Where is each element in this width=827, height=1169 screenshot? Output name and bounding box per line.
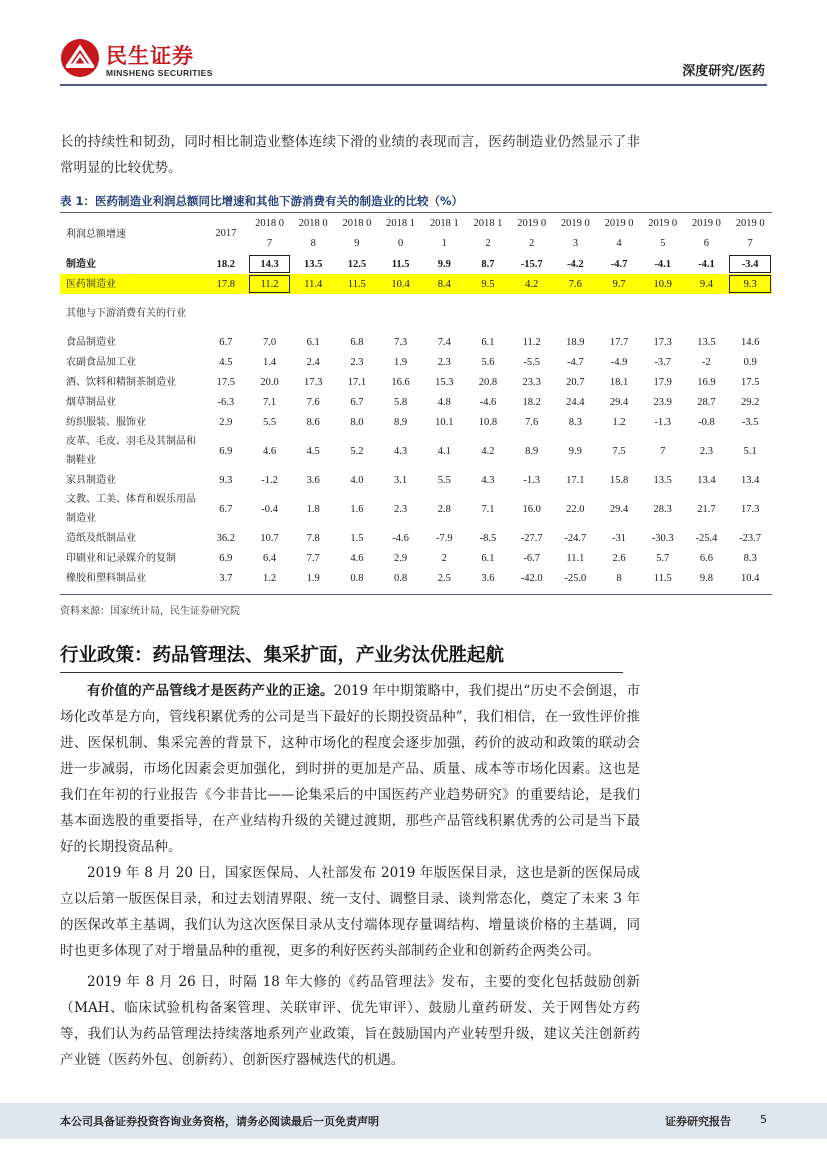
table-cell: 16.9 bbox=[697, 376, 716, 388]
table-cell: 36.2 bbox=[216, 532, 236, 544]
table-cell: 2.4 bbox=[306, 356, 320, 368]
table-row bbox=[60, 470, 772, 490]
table-cell: 23.3 bbox=[522, 376, 541, 388]
table-cell: -25.0 bbox=[564, 572, 587, 584]
table-cell: 1.8 bbox=[306, 503, 320, 515]
table-cell: 17.9 bbox=[653, 376, 672, 388]
table-cell: 5.8 bbox=[394, 396, 408, 408]
table-cell: -31 bbox=[612, 532, 627, 544]
table-row bbox=[60, 412, 772, 432]
table-cell: 10.1 bbox=[435, 416, 454, 428]
table-cell: -8.5 bbox=[479, 532, 497, 544]
table-cell: -4.6 bbox=[392, 532, 409, 544]
table-cell: -0.8 bbox=[698, 416, 715, 428]
table-cell: 20.0 bbox=[260, 376, 279, 388]
table-cell: 9.4 bbox=[685, 274, 729, 294]
table-cell: 16.0 bbox=[522, 503, 541, 515]
table-cell: 17.3 bbox=[653, 336, 672, 348]
table-cell: 0.8 bbox=[350, 572, 364, 584]
table-cell: 18.9 bbox=[566, 336, 585, 348]
table-cell: -25.4 bbox=[695, 532, 718, 544]
table-cell: 7.1 bbox=[262, 396, 277, 408]
table-cell: -3.7 bbox=[654, 356, 672, 368]
table-cell: 13.5 bbox=[304, 258, 323, 270]
table-cell: 29.2 bbox=[740, 396, 760, 408]
table-cell: 18.2 bbox=[522, 396, 541, 408]
table-cell: -2 bbox=[702, 356, 711, 368]
table-column-header: 2019 07 bbox=[735, 218, 765, 249]
table-cell: 11.5 bbox=[653, 572, 672, 584]
table-cell: 5.5 bbox=[437, 474, 451, 486]
table-cell: 1.5 bbox=[350, 532, 364, 544]
table-row bbox=[60, 254, 772, 274]
table-cell: 3.1 bbox=[394, 474, 408, 486]
table-cell: 7.6 bbox=[554, 274, 598, 294]
table-cell: 8 bbox=[616, 572, 622, 584]
table-column-header: 2019 05 bbox=[648, 218, 678, 249]
table-cell: 29.4 bbox=[609, 396, 629, 408]
table-cell: 1.2 bbox=[262, 572, 277, 584]
table-cell: 8.3 bbox=[743, 552, 757, 564]
table-cell: 17.3 bbox=[304, 376, 323, 388]
table-cell: 22.0 bbox=[566, 503, 585, 515]
logo-chinese-name: 民生证券 bbox=[106, 44, 194, 68]
table-cell: 4.5 bbox=[306, 445, 320, 457]
table-row bbox=[60, 332, 772, 352]
table-cell: 13.4 bbox=[740, 474, 760, 486]
table-cell: 4.3 bbox=[394, 445, 408, 457]
table-cell: 4.8 bbox=[437, 396, 451, 408]
table-cell: -4.2 bbox=[567, 258, 584, 270]
table-cell: -27.7 bbox=[520, 532, 543, 544]
table-cell: -0.4 bbox=[261, 503, 278, 515]
table-cell: 4.5 bbox=[219, 356, 233, 368]
footer-disclaimer: 本公司具备证券投资咨询业务资格，请务必阅读最后一页免责声明 bbox=[60, 1115, 379, 1128]
table-cell: 13.4 bbox=[697, 474, 716, 486]
table-cell: 6.6 bbox=[699, 552, 713, 564]
table-cell: 10.7 bbox=[260, 532, 279, 544]
logo-english-name: MINSHENG SECURITIES bbox=[106, 68, 213, 78]
table-cell: -23.7 bbox=[739, 532, 762, 544]
row-label: 皮革、毛皮、羽毛及其制品和制鞋业 bbox=[66, 436, 196, 466]
table-cell: 5.6 bbox=[481, 356, 495, 368]
paragraph-1 bbox=[60, 678, 640, 860]
table-cell: 29.4 bbox=[609, 503, 629, 515]
table-cell: 17.8 bbox=[204, 274, 248, 294]
paragraph-3: 2019 年 8 月 26 日，时隔 18 年大修的《药品管理法》发布，主要的变化包括鼓励创新（MAH、临床试验机构备案管理、关联审评、优先审评）、鼓励儿童药研发、关于网售处方药等，我们认为药品管理法持续落地系列产业政策，旨在鼓励国内产业转型升级，建议关注创新药产业链（医药外包、创新药）、创新医疗器械迭代的机遇。 bbox=[60, 974, 640, 1068]
table-cell: 2.9 bbox=[394, 552, 408, 564]
table-cell: -4.9 bbox=[610, 356, 628, 368]
table-cell: 10.9 bbox=[641, 274, 685, 294]
table-cell: -24.7 bbox=[564, 532, 587, 544]
table-cell: 7.4 bbox=[437, 336, 451, 348]
table-cell: 28.3 bbox=[653, 503, 672, 515]
table-cell: 13.5 bbox=[697, 336, 716, 348]
table-top-rule bbox=[60, 212, 772, 213]
row-label: 制造业 bbox=[66, 258, 96, 270]
table-row bbox=[60, 274, 772, 294]
table-cell: 9.8 bbox=[699, 572, 713, 584]
table-cell: 17.5 bbox=[740, 376, 760, 388]
table-group-row bbox=[60, 294, 772, 332]
table-cell: 6.7 bbox=[219, 336, 233, 348]
paragraph-1-body: 2019 年中期策略中，我们提出“历史不会倒退，市场化改革是方向，管线积累优秀的公司是当下最好的长期投资品种”，我们相信，在一致性评价推进、医保机制、集采完善的背景下，这种市场化的程度会逐步加强，药价的波动和政策的联动会进一步减弱，市场化因素会更加强化，到时拼的更加是产品、质量、成本等市场化因素。这也是我们在年初的行业报告《今非昔比——论集采后的中国医药产业趋势研究》的重要结论，是我们基本面选股的重要指导，在产业结构升级的关键过渡期，那些产品管线积累优秀的公司是当下最好的长期投资品种。 bbox=[60, 683, 640, 855]
table-column-header: 2018 08 bbox=[298, 218, 328, 249]
table-cell: 2 bbox=[441, 552, 447, 564]
table-cell: 8.6 bbox=[306, 416, 320, 428]
table-cell: 17.1 bbox=[566, 474, 585, 486]
table-cell: 2.3 bbox=[394, 503, 408, 515]
table-cell: 11.2 bbox=[248, 274, 292, 294]
table-cell: 6.8 bbox=[350, 336, 364, 348]
table-cell: -30.3 bbox=[651, 532, 674, 544]
paragraph-1-lead: 有价值的产品管线才是医药产业的正途。 bbox=[87, 683, 334, 699]
table-cell: 2.3 bbox=[699, 445, 713, 457]
table-cell: 15.3 bbox=[435, 376, 454, 388]
row-label: 食品制造业 bbox=[66, 336, 116, 348]
table-cell: 24.4 bbox=[566, 396, 585, 408]
table-row bbox=[60, 528, 772, 548]
table-cell: 6.1 bbox=[481, 336, 495, 348]
table-cell: 16.6 bbox=[391, 376, 410, 388]
table-cell: 4.3 bbox=[481, 474, 495, 486]
table-cell: 17.1 bbox=[347, 376, 367, 388]
table-column-header: 2019 03 bbox=[560, 218, 590, 249]
group-label: 其他与下游消费有关的行业 bbox=[66, 307, 186, 319]
table-cell: 9.7 bbox=[597, 274, 641, 294]
table-cell: -7.9 bbox=[435, 532, 453, 544]
table-cell: 8.7 bbox=[481, 258, 495, 270]
row-label: 家具制造业 bbox=[66, 474, 116, 486]
table-column-header: 2018 09 bbox=[342, 218, 372, 249]
table-cell: 7.7 bbox=[306, 552, 320, 564]
row-label: 医药制造业 bbox=[60, 274, 204, 294]
table-row bbox=[60, 432, 772, 470]
section-title: 行业政策：药品管理法、集采扩面，产业劣汰优胜起航 bbox=[60, 645, 505, 666]
table-cell: 4.0 bbox=[350, 474, 364, 486]
table-cell: -4.7 bbox=[610, 258, 628, 270]
table-cell: 9.9 bbox=[437, 258, 451, 270]
table-column-header: 2019 04 bbox=[604, 218, 634, 249]
intro-paragraph: 长的持续性和韧劲，同时相比制造业整体连续下滑的业绩的表现而言，医药制造业仍然显示了非常明显的比较优势。 bbox=[60, 134, 640, 176]
table-cell: 11.5 bbox=[335, 274, 379, 294]
table-cell: 4.1 bbox=[437, 445, 451, 457]
table-column-header: 2018 11 bbox=[429, 218, 459, 249]
table-row bbox=[60, 490, 772, 528]
table-cell: 11.2 bbox=[522, 336, 541, 348]
table-row bbox=[60, 548, 772, 568]
table-cell: 9.9 bbox=[568, 445, 582, 457]
table-cell: 17.3 bbox=[740, 503, 760, 515]
table-cell: 1.9 bbox=[394, 356, 408, 368]
table-cell: 4.2 bbox=[481, 445, 495, 457]
table-cell: 3.6 bbox=[481, 572, 495, 584]
table-cell: 2.3 bbox=[437, 356, 451, 368]
table-cell: 17.7 bbox=[609, 336, 629, 348]
table-cell: 9.3 bbox=[728, 274, 772, 294]
table-cell: 10.4 bbox=[379, 274, 423, 294]
section-divider bbox=[60, 672, 623, 673]
table-row bbox=[60, 372, 772, 392]
table-header-label: 利润总额增速 bbox=[66, 228, 126, 240]
row-label: 印刷业和记录媒介的复制 bbox=[66, 552, 176, 564]
table-cell: 5.2 bbox=[350, 445, 364, 457]
table-cell: 2.3 bbox=[350, 356, 364, 368]
table-cell: 12.5 bbox=[347, 258, 367, 270]
table-cell: 7.1 bbox=[481, 503, 495, 515]
table-cell: -15.7 bbox=[520, 258, 543, 270]
table-cell: 2.5 bbox=[437, 572, 451, 584]
table-source: 资料来源：国家统计局，民生证券研究院 bbox=[60, 606, 240, 617]
table-cell: -1.3 bbox=[523, 474, 540, 486]
table-cell: 7.5 bbox=[612, 445, 626, 457]
table-cell: -4.6 bbox=[479, 396, 497, 408]
report-category: 深度研究/医药 bbox=[682, 64, 765, 79]
footer-doc-type: 证券研究报告 bbox=[665, 1115, 731, 1128]
table-row bbox=[60, 568, 772, 588]
table-cell: 14.6 bbox=[740, 336, 760, 348]
table-cell: 2.6 bbox=[612, 552, 626, 564]
table-cell: -3.4 bbox=[728, 254, 772, 274]
group-filler bbox=[204, 294, 772, 332]
table-cell: 1.4 bbox=[262, 356, 277, 368]
table-cell: 23.9 bbox=[653, 396, 672, 408]
table-cell: 6.7 bbox=[219, 503, 233, 515]
table-column-header: 2018 10 bbox=[386, 218, 416, 249]
table-cell: 15.8 bbox=[609, 474, 629, 486]
table-cell: 20.8 bbox=[478, 376, 498, 388]
table-cell: 8.9 bbox=[525, 445, 539, 457]
table-cell: 7.3 bbox=[394, 336, 408, 348]
table-cell: 8.0 bbox=[350, 416, 364, 428]
table-column-header: 2019 06 bbox=[691, 218, 721, 249]
table-cell: -3.5 bbox=[741, 416, 759, 428]
table-cell: 10.8 bbox=[478, 416, 498, 428]
table-row bbox=[60, 352, 772, 372]
table-cell: -6.7 bbox=[523, 552, 540, 564]
table-cell: 11.4 bbox=[291, 274, 335, 294]
table-cell: 11.1 bbox=[566, 552, 585, 564]
table-cell: 6.4 bbox=[262, 552, 277, 564]
table-header-row bbox=[60, 214, 772, 254]
table-cell: 4.2 bbox=[510, 274, 554, 294]
table-cell: 6.1 bbox=[481, 552, 495, 564]
table-cell: 7.0 bbox=[262, 336, 277, 348]
table-cell: 5.1 bbox=[743, 445, 757, 457]
table-cell: 0.9 bbox=[743, 356, 757, 368]
table-cell: 2.8 bbox=[437, 503, 451, 515]
table-cell: 21.7 bbox=[697, 503, 716, 515]
company-logo bbox=[60, 38, 213, 82]
table-cell: -1.2 bbox=[261, 474, 278, 486]
table-cell: 4.6 bbox=[262, 445, 277, 457]
row-label: 烟草制品业 bbox=[66, 396, 116, 408]
table-bottom-rule bbox=[60, 594, 772, 595]
table-cell: 10.4 bbox=[740, 572, 760, 584]
table-cell: 6.9 bbox=[219, 552, 233, 564]
table-cell: -42.0 bbox=[520, 572, 543, 584]
table-cell: -5.5 bbox=[523, 356, 540, 368]
table-cell: 5.5 bbox=[262, 416, 277, 428]
table-cell: 7.6 bbox=[306, 396, 320, 408]
table-cell: -4.1 bbox=[654, 258, 672, 270]
table-cell: 5.7 bbox=[656, 552, 670, 564]
table-cell: -1.3 bbox=[654, 416, 672, 428]
table-cell: -4.7 bbox=[567, 356, 584, 368]
table-cell: 17.5 bbox=[216, 376, 236, 388]
table-column-header: 2018 07 bbox=[255, 218, 284, 249]
table-caption: 表 1：医药制造业利润总额同比增速和其他下游消费有关的制造业的比较（%） bbox=[60, 194, 464, 208]
table-cell: 11.5 bbox=[391, 258, 410, 270]
table-cell: 13.5 bbox=[653, 474, 672, 486]
table-cell: 6.9 bbox=[219, 445, 233, 457]
table-row bbox=[60, 392, 772, 412]
table-cell: 7.8 bbox=[306, 532, 320, 544]
table-column-header: 2017 bbox=[215, 228, 237, 239]
profit-growth-table bbox=[60, 214, 772, 588]
table-cell: 14.3 bbox=[248, 254, 292, 274]
table-cell: 4.6 bbox=[350, 552, 364, 564]
row-label: 造纸及纸制品业 bbox=[66, 532, 136, 544]
table-cell: 3.7 bbox=[219, 572, 233, 584]
table-column-header: 2018 12 bbox=[473, 218, 503, 249]
table-cell: 8.3 bbox=[568, 416, 582, 428]
row-label: 纺织服装、服饰业 bbox=[66, 416, 146, 428]
table-cell: 8.4 bbox=[422, 274, 466, 294]
table-cell: 1.6 bbox=[350, 503, 364, 515]
header-divider bbox=[60, 84, 767, 86]
row-label: 文教、工美、体育和娱乐用品制造业 bbox=[66, 494, 196, 524]
table-cell: -6.3 bbox=[217, 396, 235, 408]
table-cell: 18.2 bbox=[216, 258, 236, 270]
table-cell: 20.7 bbox=[566, 376, 585, 388]
row-label: 酒、饮料和精制茶制造业 bbox=[66, 376, 176, 388]
table-cell: 8.9 bbox=[394, 416, 408, 428]
table-cell: 18.1 bbox=[609, 376, 629, 388]
page-number: 5 bbox=[760, 1113, 767, 1126]
table-cell: 9.5 bbox=[466, 274, 510, 294]
table-cell: 6.7 bbox=[350, 396, 364, 408]
table-cell: 9.3 bbox=[219, 474, 233, 486]
row-label: 农副食品加工业 bbox=[66, 356, 136, 368]
paragraph-2: 2019 年 8 月 20 日，国家医保局、人社部发布 2019 年版医保目录，这也是新的医保局成立以后第一版医保目录，和过去划清界限、统一支付、调整目录、谈判常态化，奠定了未来 3 年的医保改革主基调，我们认为这次医保目录从支付端体现存量调结构、增量谈价格的主基调，同时也更多体现了对于增量品种的重视，更多的利好医药头部制药企业和创新药企两类公司。 bbox=[60, 865, 640, 959]
table-cell: 2.9 bbox=[219, 416, 233, 428]
table-cell: 0.8 bbox=[394, 572, 408, 584]
table-cell: 7.6 bbox=[525, 416, 539, 428]
table-cell: 28.7 bbox=[697, 396, 716, 408]
row-label: 橡胶和塑料制品业 bbox=[66, 572, 146, 584]
table-column-header: 2019 02 bbox=[517, 218, 547, 249]
table-cell: 3.6 bbox=[306, 474, 320, 486]
table-cell: 1.9 bbox=[306, 572, 320, 584]
table-cell: 1.2 bbox=[612, 416, 626, 428]
table-cell: 6.1 bbox=[306, 336, 320, 348]
table-cell: -4.1 bbox=[698, 258, 715, 270]
minsheng-logo-icon bbox=[60, 38, 100, 78]
table-cell: 7 bbox=[660, 445, 666, 457]
